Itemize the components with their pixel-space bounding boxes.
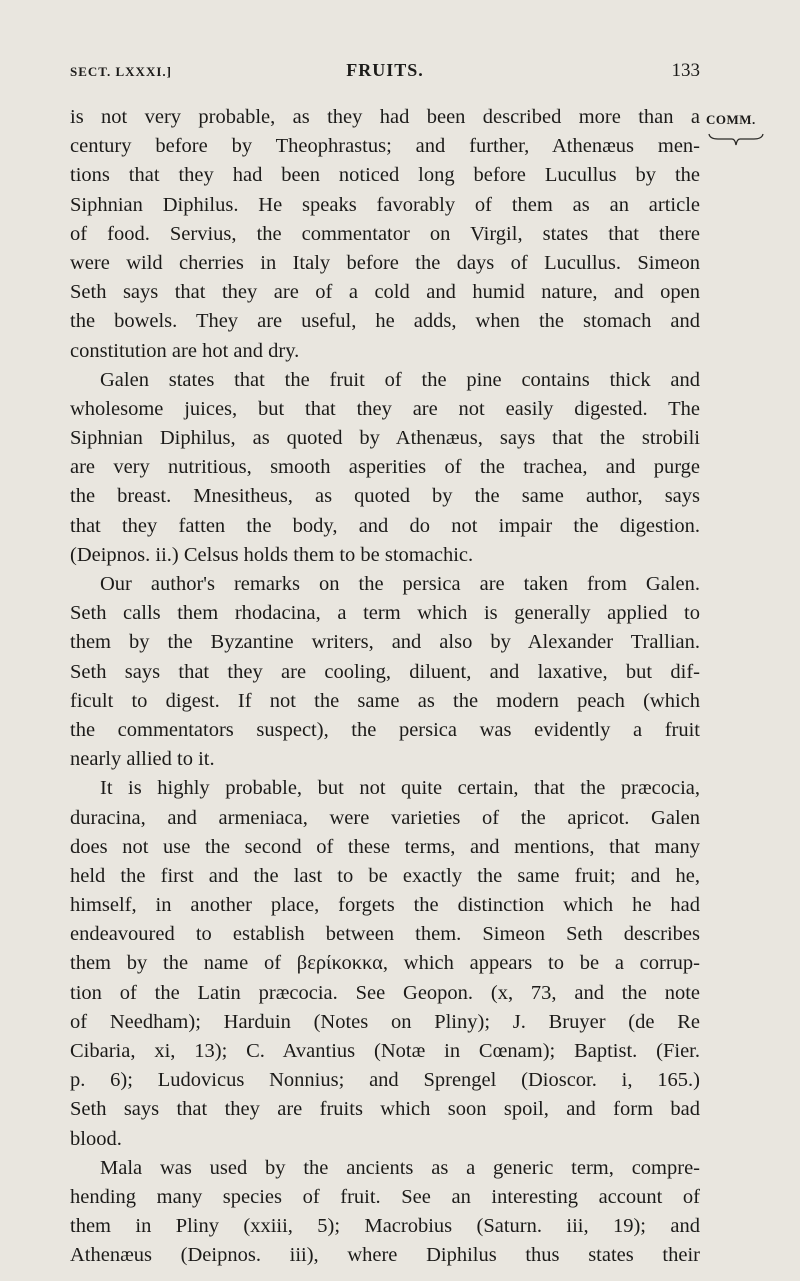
text-line: constitution are hot and dry.: [70, 339, 300, 362]
text-line: endeavoured to establish between them. Simeon Seth describes: [70, 923, 700, 946]
text-line: It is highly probable, but not quite certain, that the præcocia,: [100, 777, 700, 800]
text-line: were wild cherries in Italy before the days of Lucullus. Simeon: [70, 251, 700, 274]
text-line: p. 6); Ludovicus Nonnius; and Sprengel (Dioscor. i, 165.): [70, 1069, 700, 1092]
text-line: wholesome juices, but that they are not easily digested. The: [70, 397, 700, 420]
text-line: (Deipnos. ii.) Celsus holds them to be stomachic.: [70, 543, 474, 566]
text-line: Mala was used by the ancients as a generic term, compre-: [100, 1156, 700, 1179]
running-header: [70, 58, 700, 88]
margin-note: COMM.: [706, 112, 756, 127]
text-line: Cibaria, xi, 13); C. Avantius (Notæ in Cœnam); Baptist. (Fier.: [70, 1040, 700, 1062]
text-line: ficult to digest. If not the same as the modern peach (which: [70, 689, 700, 712]
text-line: Seth says that they are fruits which soon spoil, and form bad: [70, 1098, 700, 1121]
text-line: Seth calls them rhodacina, a term which is generally applied to: [70, 602, 700, 625]
text-line: held the first and the last to be exactly the same fruit; and he,: [70, 864, 700, 887]
text-line: tion of the Latin præcocia. See Geopon. (x, 73, and the note: [70, 981, 700, 1004]
text-line: that they fatten the body, and do not impair the digestion.: [70, 514, 700, 537]
text-line: blood.: [70, 1127, 122, 1150]
text-line: the breast. Mnesitheus, as quoted by the same author, says: [70, 485, 700, 508]
text-line: them in Pliny (xxiii, 5); Macrobius (Saturn. iii, 19); and: [70, 1215, 700, 1238]
text-line: nearly allied to it.: [70, 748, 215, 771]
text-line: Galen states that the fruit of the pine contains thick and: [100, 368, 700, 391]
text-line: is not very probable, as they had been described more than a: [70, 106, 700, 128]
text-line: Seth says that they are of a cold and humid nature, and open: [70, 281, 700, 304]
text-line: the bowels. They are useful, he adds, when the stomach and: [70, 310, 700, 333]
text-line: duracina, and armeniaca, were varieties of the apricot. Galen: [70, 806, 700, 829]
text-line: hending many species of fruit. See an interesting account of: [70, 1185, 700, 1208]
text-line: are very nutritious, smooth asperities of the trachea, and purge: [70, 456, 700, 479]
text-line: does not use the second of these terms, and mentions, that many: [70, 835, 700, 858]
text-line: Siphnian Diphilus, as quoted by Athenæus, says that the strobili: [70, 427, 700, 450]
text-line: of Needham); Harduin (Notes on Pliny); J. Bruyer (de Re: [70, 1010, 700, 1033]
text-line: Athenæus (Deipnos. iii), where Diphilus thus states their: [70, 1244, 700, 1267]
margin-brace: [708, 133, 764, 147]
text-line: Seth says that they are cooling, diluent, and laxative, but dif-: [70, 660, 700, 683]
text-line: Our author's remarks on the persica are taken from Galen.: [100, 573, 700, 595]
text-line: them by the Byzantine writers, and also by Alexander Trallian.: [70, 631, 700, 654]
text-line: Siphnian Diphilus. He speaks favorably of them as an article: [70, 193, 700, 216]
text-line: tions that they had been noticed long before Lucullus by the: [70, 164, 700, 187]
section-label: SECT. LXXXI.]: [70, 64, 172, 79]
text-line: the commentators suspect), the persica was evidently a fruit: [70, 718, 700, 741]
text-line: himself, in another place, forgets the distinction which he had: [70, 894, 700, 917]
page-title: FRUITS.: [346, 60, 424, 80]
text-line: century before by Theophrastus; and further, Athenæus men-: [70, 135, 700, 158]
text-line: them by the name of βερίκοκκα, which appears to be a corrup-: [70, 952, 700, 975]
text-line: of food. Servius, the commentator on Virgil, states that there: [70, 222, 700, 245]
body-text: [70, 103, 700, 1271]
page-number: 133: [671, 60, 700, 81]
